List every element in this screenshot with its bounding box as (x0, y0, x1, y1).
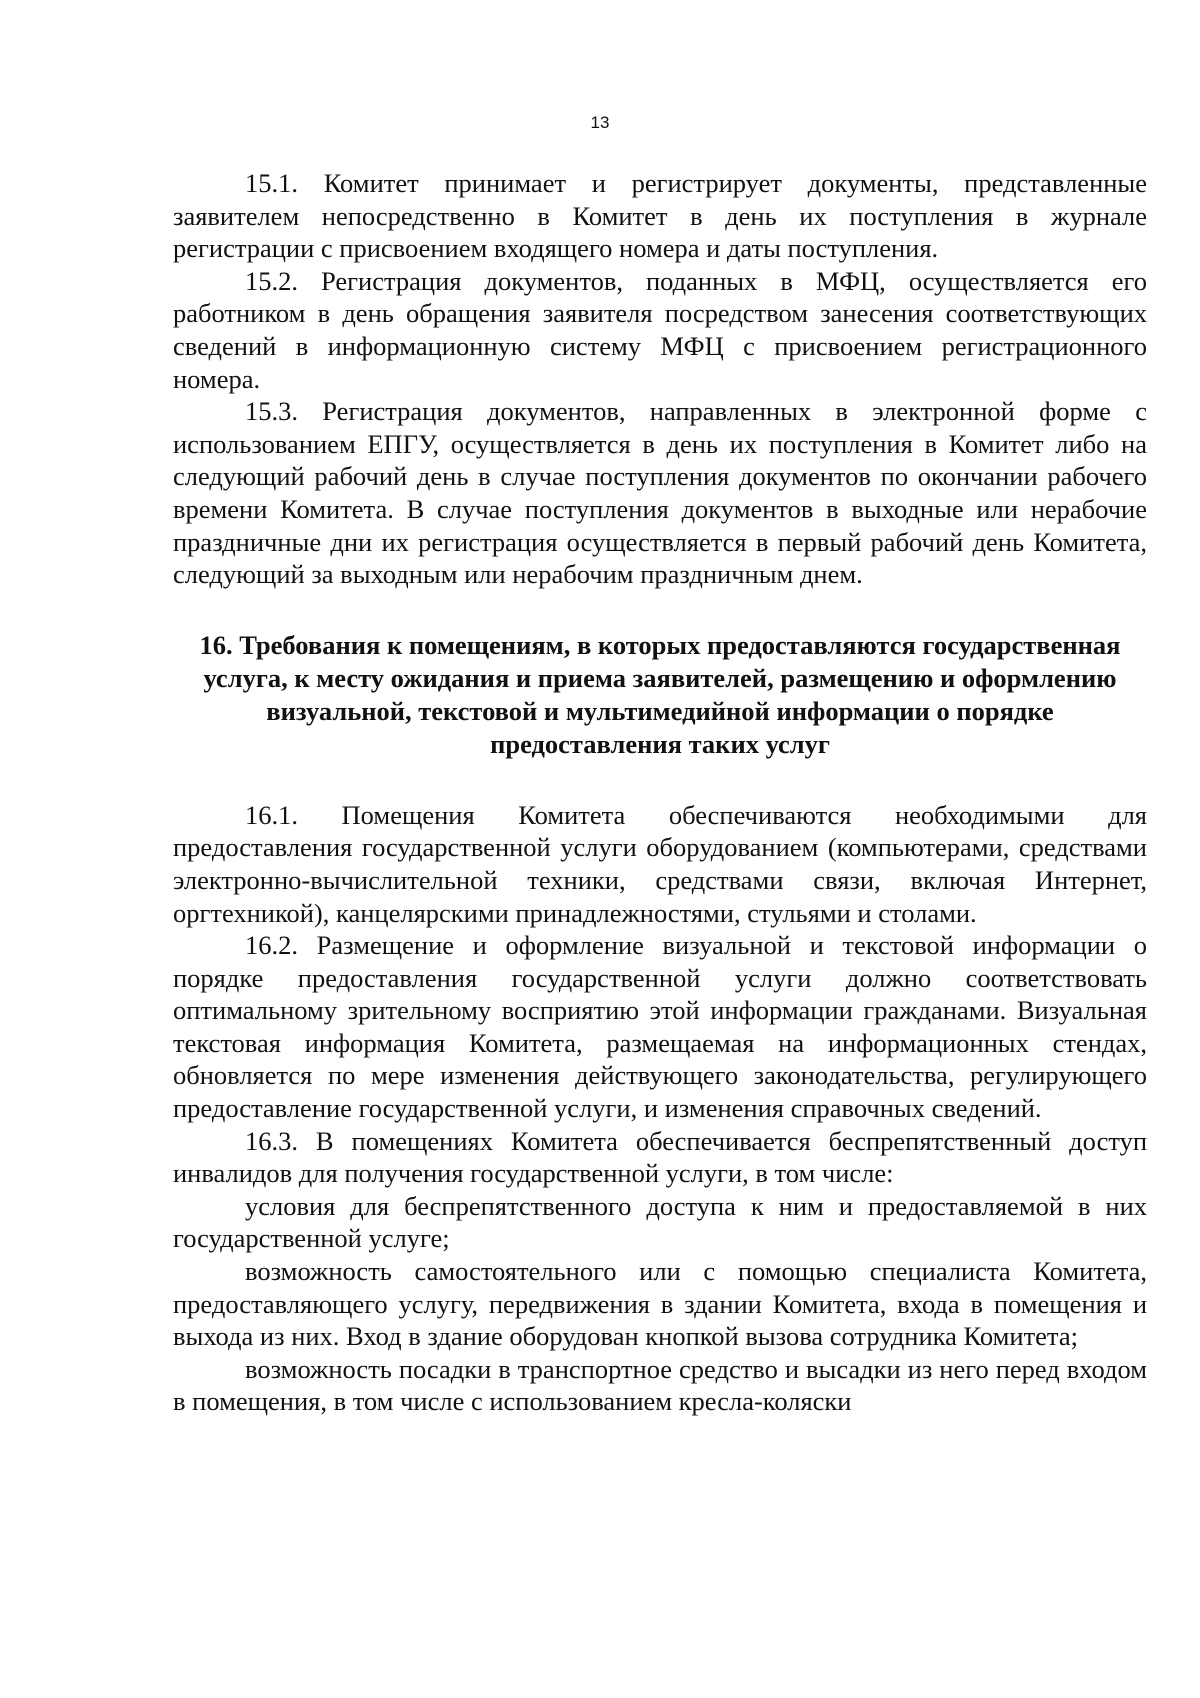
paragraph-16-3: 16.3. В помещениях Комитета обеспечивается беспрепятственный доступ инвалидов для получения государственной услуги, в том числе: (173, 1125, 1147, 1189)
paragraph-15-2: 15.2. Регистрация документов, поданных в МФЦ, осуществляется его работником в день обращения заявителя посредством занесения соответствующих сведений в информационную систему МФЦ с присвоением регистрационного номера. (173, 265, 1147, 394)
paragraph-15-1: 15.1. Комитет принимает и регистрирует документы, представленные заявителем непосредственно в Комитет в день их поступления в журнале регистрации с присвоением входящего номера и даты поступления. (173, 168, 1147, 264)
paragraph-16-1: 16.1. Помещения Комитета обеспечиваются необходимыми для предоставления государственной услуги оборудованием (компьютерами, средствами электронно-вычислительной техники, средствами связи, включая Интернет, оргтехникой), канцелярскими принадлежностями, стульями и столами. (173, 799, 1147, 928)
document-body (173, 167, 1147, 1418)
paragraph-15-3: 15.3. Регистрация документов, направленных в электронной форме с использованием ЕПГУ, осуществляется в день их поступления в Комитет либо на следующий рабочий день в случае поступления документов по окончании рабочего времени Комитета. В случае поступления документов в выходные или нерабочие праздничные дни их регистрация осуществляется в первый рабочий день Комитета, следующий за выходным или нерабочим праздничным днем. (173, 396, 1147, 590)
paragraph-access-conditions: условия для беспрепятственного доступа к ним и предоставляемой в них государственной услуге; (173, 1190, 1147, 1254)
paragraph-movement-possibility: возможность самостоятельного или с помощью специалиста Комитета, предоставляющего услугу, передвижения в здании Комитета, входа в помещения и выхода из них. Вход в здание оборудован кнопкой вызова сотрудника Комитета; (173, 1256, 1147, 1352)
page-number: 13 (590, 113, 610, 132)
paragraph-16-2: 16.2. Размещение и оформление визуальной и текстовой информации о порядке предоставления государственной услуги должно соответствовать оптимальному зрительному восприятию этой информации гражданами. Визуальная текстовая информация Комитета, размещаемая на информационных стендах, обновляется по мере изменения действующего законодательства, регулирующего предоставление государственной услуги, и изменения справочных сведений. (173, 930, 1147, 1124)
paragraph-vehicle-boarding: возможность посадки в транспортное средство и высадки из него перед входом в помещения, в том числе с использованием кресла-коляски (173, 1353, 1147, 1417)
section-heading-16: 16. Требования к помещениям, в которых предоставляются государственная услуга, к месту ожидания и приема заявителей, размещению и оформлению визуальной, текстовой и мультимедийной информации о порядке предоставления таких услуг (199, 629, 1121, 759)
